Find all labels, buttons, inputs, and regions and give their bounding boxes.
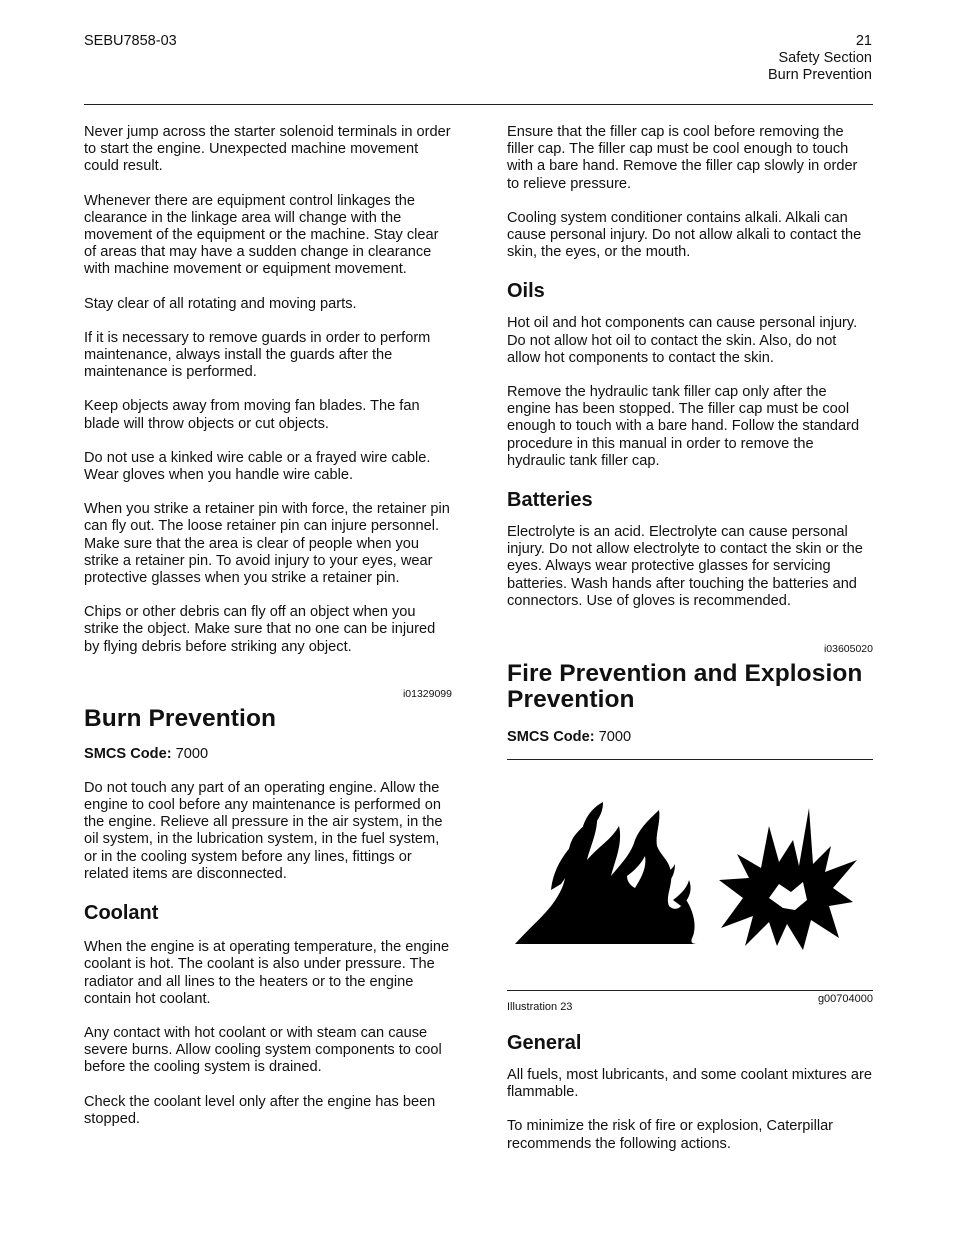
paragraph: To minimize the risk of fire or explosion, Caterpillar recommends the following actions. — [507, 1118, 834, 1152]
section-title: Burn Prevention — [84, 704, 277, 732]
paragraph: Electrolyte is an acid. Electrolyte can cause personal injury. Do not allow electrolyte to contact the skin or the eyes. Always wear protective glasses for servicing batteries. Wash hands after touching the batteries and connectors. Use of gloves is recommended. — [507, 524, 863, 609]
subheading-coolant: Coolant — [84, 902, 159, 925]
paragraph: Keep objects away from moving fan blades. The fan blade will throw objects or cut objects. — [84, 398, 420, 432]
reference-id: i01329099 — [402, 687, 452, 700]
fire-explosion-icon — [507, 760, 873, 990]
paragraph: Chips or other debris can fly off an object when you strike the object. Make sure that no one can be injured by flying debris before striking any object. — [84, 604, 436, 655]
smcs-value: 7000 — [598, 729, 632, 746]
figure-caption — [507, 993, 873, 1014]
running-header — [768, 33, 872, 84]
smcs-label: SMCS Code: — [507, 729, 595, 746]
paragraph: When the engine is at operating temperature, the engine coolant is hot. The coolant is also under pressure. The radiator and all lines to the heaters or to the engine contain hot coolant. — [84, 939, 450, 1007]
paragraph: Do not use a kinked wire cable or a frayed wire cable. Wear gloves when you handle wire cable. — [84, 449, 431, 484]
paragraph: Check the coolant level only after the engine has been stopped. — [84, 1093, 436, 1127]
illustration-id: g00704000 — [817, 993, 873, 1006]
section-name: Safety Section — [778, 50, 872, 66]
smcs-code — [507, 729, 873, 745]
paragraph: Cooling system conditioner contains alkali. Alkali can cause personal injury. Do not allow alkali to contact the skin, the eyes, or the mouth. — [507, 209, 862, 261]
paragraph: Do not touch any part of an operating engine. Allow the engine to cool before any maintenance is performed on the engine. Relieve all pressure in the air system, in the oil system, in the lubrication system, in the fuel system, or in the cooling system before any lines, fittings or related items are disconnected. — [84, 779, 443, 882]
illustration-label: Illustration 23 — [507, 1001, 573, 1014]
page-number: 21 — [855, 33, 872, 49]
reference-id: i03605020 — [823, 643, 873, 656]
left-column — [84, 124, 452, 1128]
smcs-label: SMCS Code: — [84, 745, 172, 762]
subheading-oils: Oils — [507, 280, 545, 303]
smcs-value: 7000 — [175, 745, 209, 762]
section-title: Fire Prevention and Explosion Prevention — [507, 660, 863, 714]
paragraph: Whenever there are equipment control linkages the clearance in the linkage area will change with the movement of the equipment or the machine. Stay clear of areas that may have a sudden change in clearance with machine movement or equipment movement. — [84, 192, 439, 278]
paragraph: Hot oil and hot components can cause personal injury. Do not allow hot oil to contact the skin. Also, do not allow hot components to contact the skin. — [507, 315, 858, 366]
paragraph: Remove the hydraulic tank filler cap only after the engine has been stopped. The filler cap must be cool enough to touch with a bare hand. Follow the standard procedure in this manual in order to remove the hydraulic tank filler cap. — [507, 384, 860, 469]
paragraph: Never jump across the starter solenoid terminals in order to start the engine. Unexpected machine movement could result. — [84, 124, 451, 175]
paragraph: When you strike a retainer pin with force, the retainer pin can fly out. The loose retainer pin can injure personnel. Make sure that the area is clear of people when you strike a retainer pin. To avoid injury to your eyes, wear protective glasses when you strike a retainer pin. — [84, 501, 450, 587]
subheading-batteries: Batteries — [507, 489, 593, 512]
paragraph: Any contact with hot coolant or with steam can cause severe burns. Allow cooling system components to cool before the cooling system is drained. — [84, 1024, 442, 1076]
paragraph: Stay clear of all rotating and moving parts. — [84, 295, 357, 312]
right-column — [507, 124, 873, 1153]
header-divider — [84, 104, 873, 105]
subheading-general: General — [507, 1032, 582, 1055]
subsection-name: Burn Prevention — [768, 67, 872, 83]
smcs-code — [84, 746, 452, 762]
illustration-fire-explosion — [507, 760, 873, 990]
paragraph: If it is necessary to remove guards in order to perform maintenance, always install the guards after the maintenance is performed. — [84, 329, 431, 381]
paragraph: All fuels, most lubricants, and some coolant mixtures are flammable. — [507, 1067, 873, 1101]
paragraph: Ensure that the filler cap is cool before removing the filler cap. The filler cap must be cool enough to touch with a bare hand. Remove the filler cap slowly in order to relieve pressure. — [507, 124, 858, 192]
document-number: SEBU7858-03 — [84, 33, 177, 49]
